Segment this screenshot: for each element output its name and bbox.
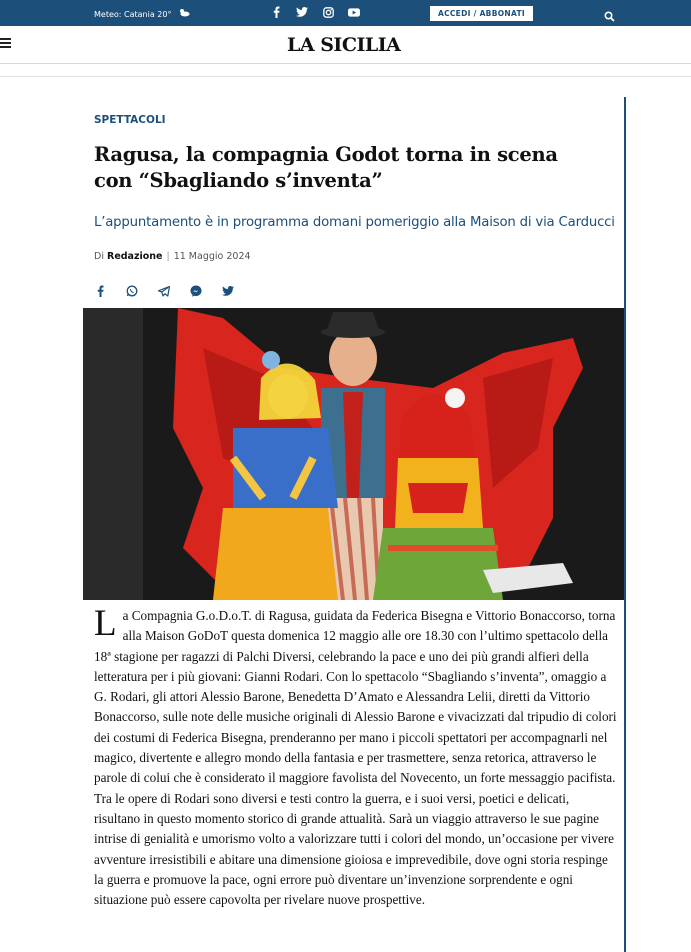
share-messenger-icon[interactable] [190, 285, 202, 297]
search-icon[interactable] [604, 7, 616, 19]
weather-text: Meteo: Catania 20° [94, 10, 172, 19]
site-header [0, 26, 691, 64]
weather-widget[interactable] [94, 8, 190, 20]
column-rule [624, 97, 626, 952]
facebook-icon[interactable] [270, 6, 282, 18]
byline-prefix: Di [94, 251, 104, 262]
share-twitter-icon[interactable] [222, 285, 234, 297]
article-body-text: a Compagnia G.o.D.o.T. di Ragusa, guidata da Federica Bisegna e Vittorio Bonaccorso, torna alla Maison GoDoT questa domenica 12 maggio alle ore 18.30 con l’ultimo spettacolo della 18ª stagione per ragazzi di Palchi Diversi, celebrando la pace e uno dei più grandi alfieri della letteratura per i più giovani: Gianni Rodari. Con lo spettacolo “Sbagliando s’inventa”, omaggio a G. Rodari, gli attori Alessio Barone, Benedetta D’Amato e Alessandra Lelii, diretti da Vittorio Bonaccorso, sulle note delle musiche originali di Alessio Barone e vivacizzati dal tripudio di colori dei costumi di Federica Bisegna, prenderanno per mano i piccoli spettatori per accompagnarli nel magico, divertente e allegro mondo della fantasia e per trasmettere, senza retorica, attraverso le parole di colui che è considerato il maggiore favolista del Novecento, un forte messaggio pacifista. Tra le opere di Rodari sono diversi e testi contro la guerra, e i suoi versi, poetici e delicati, risultano in questo momento storico di grande attualità. Sarà un viaggio attraverso le sue pagine intrise di genialità e umorismo volto a valorizzare tutti i colori del mondo, un’occasione per vivere avventure irresistibili e abitare una dimensione gioiosa e imprevedibile, dove ogni storia respinge la guerra e promuove la pace, ogni errore può diventare un’invenzione sorprendente e ogni situazione può essere capovolta per rivelare nuove prospettive. [94, 608, 617, 908]
twitter-icon[interactable] [296, 6, 308, 18]
cloud-sun-icon [178, 8, 190, 20]
hamburger-menu-icon[interactable] [0, 38, 11, 48]
share-telegram-icon[interactable] [158, 285, 170, 297]
header-divider [0, 76, 691, 77]
article-title: Ragusa, la compagnia Godot torna in scena con “Sbagliando s’inventa” [94, 143, 558, 192]
top-bar [0, 0, 691, 26]
article-hero-image [83, 308, 624, 600]
share-bar [94, 285, 234, 297]
byline [94, 251, 251, 262]
article-category[interactable]: SPETTACOLI [94, 114, 166, 126]
drop-cap: L [94, 603, 117, 644]
login-subscribe-button[interactable]: ACCEDI / ABBONATI [430, 6, 533, 21]
social-links [270, 6, 360, 18]
share-facebook-icon[interactable] [94, 285, 106, 297]
author-name[interactable]: Redazione [107, 251, 163, 262]
article-summary: L’appuntamento è in programma domani pomeriggio alla Maison di via Carducci [94, 215, 615, 230]
youtube-icon[interactable] [348, 6, 360, 18]
publish-date: 11 Maggio 2024 [173, 251, 251, 262]
byline-separator: | [166, 251, 170, 262]
share-whatsapp-icon[interactable] [126, 285, 138, 297]
instagram-icon[interactable] [322, 6, 334, 18]
site-logo[interactable]: LA SICILIA [287, 34, 401, 56]
article-body [94, 603, 617, 910]
